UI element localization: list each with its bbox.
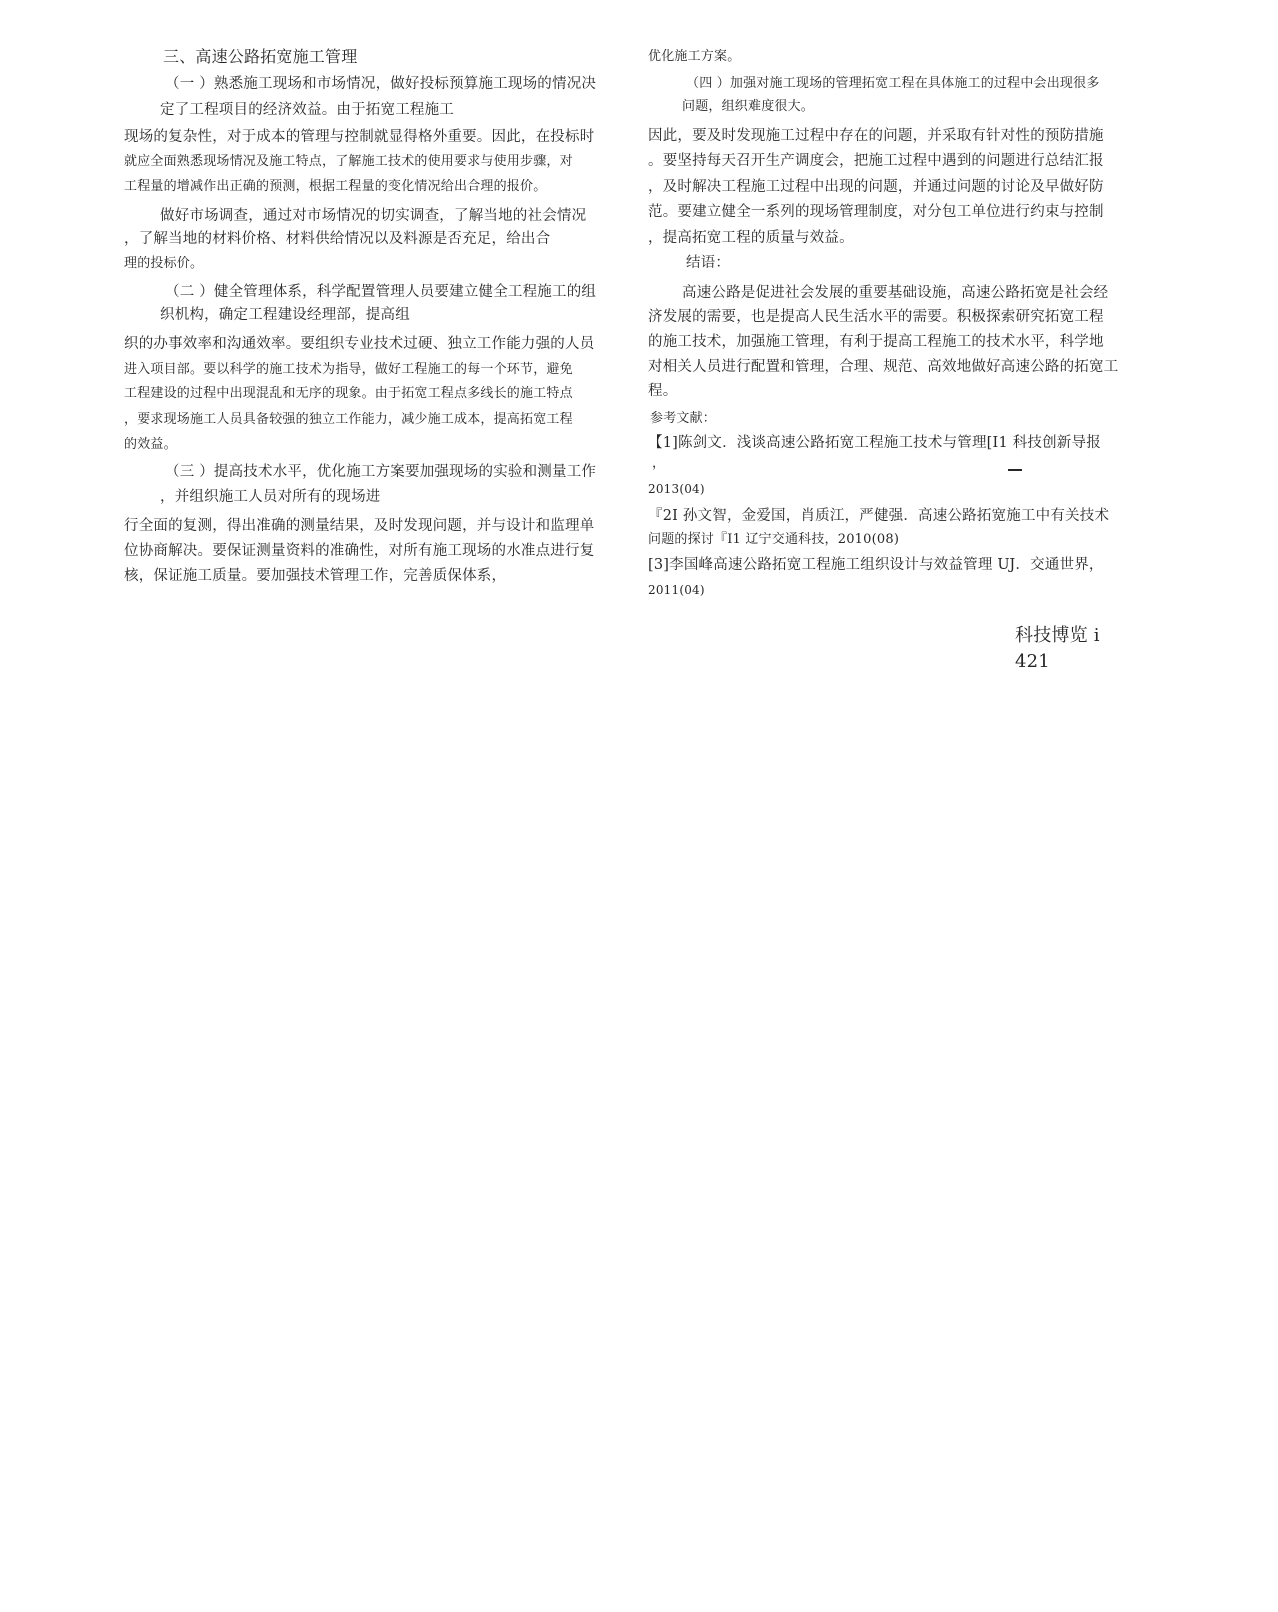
journal-name: 科技博览 i xyxy=(1015,625,1100,646)
text-line: 对相关人员进行配置和管理，合理、规范、高效地做好高速公路的拓宽工 xyxy=(648,359,1119,375)
text-line: 理的投标价。 xyxy=(124,256,204,271)
subsection-heading-2: （二 ）健全管理体系，科学配置管理人员要建立健全工程施工的组 xyxy=(165,284,597,300)
text-line: 问题，组织难度很大。 xyxy=(682,99,815,114)
reference-item: 问题的探讨『I1 辽宁交通科技，2010(08) xyxy=(648,532,900,547)
text-line: 位协商解决。要保证测量资料的准确性，对所有施工现场的水准点进行复 xyxy=(124,543,595,559)
references-heading: 参考文献： xyxy=(650,411,717,426)
text-line: 织机构，确定工程建设经理部，提高组 xyxy=(160,307,410,323)
text-line: 济发展的需要，也是提高人民生活水平的需要。积极探索研究拓宽工程 xyxy=(648,309,1104,325)
text-line: 。要坚持每天召开生产调度会，把施工过程中遇到的问题进行总结汇报 xyxy=(648,153,1104,169)
reference-item: [3]李国峰高速公路拓宽工程施工组织设计与效益管理 UJ．交通世界， xyxy=(648,557,1104,573)
reference-item: 【1]陈剑文．浅谈高速公路拓宽工程施工技术与管理[I1 科技创新导报 xyxy=(648,435,1101,451)
subsection-heading-1: （一 ）熟悉施工现场和市场情况，做好投标预算施工现场的情况决 xyxy=(165,76,597,92)
reference-item: 『2I 孙文智，金爱国，肖质江，严健强．高速公路拓宽施工中有关技术 xyxy=(648,508,1110,524)
text-line: ，提高拓宽工程的质量与效益。 xyxy=(648,230,854,246)
reference-item: 2013(04) xyxy=(648,482,705,496)
text-line: 工程建设的过程中出现混乱和无序的现象。由于拓宽工程点多线长的施工特点 xyxy=(124,386,573,401)
text-line: 因此，要及时发现施工过程中存在的问题，并采取有针对性的预防措施 xyxy=(648,128,1104,144)
text-line: ，及时解决工程施工过程中出现的问题，并通过问题的讨论及早做好防 xyxy=(648,179,1104,195)
text-line: 核，保证施工质量。要加强技术管理工作，完善质保体系， xyxy=(124,568,507,584)
text-line: 行全面的复测，得出准确的测量结果，及时发现问题，并与设计和监理单 xyxy=(124,518,595,534)
reference-item: 2011(04) xyxy=(648,583,705,597)
text-line: 的施工技术，加强施工管理，有利于提高工程施工的技术水平，科学地 xyxy=(648,334,1104,350)
text-line: 范。要建立健全一系列的现场管理制度，对分包工单位进行约束与控制 xyxy=(648,204,1104,220)
text-line: 就应全面熟悉现场情况及施工特点，了解施工技术的使用要求与使用步骤，对 xyxy=(124,154,573,169)
text-line: 织的办事效率和沟通效率。要组织专业技术过硬、独立工作能力强的人员 xyxy=(124,336,595,352)
subsection-heading-4: （四 ）加强对施工现场的管理拓宽工程在具体施工的过程中会出现很多 xyxy=(686,76,1100,91)
text-line: ，要求现场施工人员具备较强的独立工作能力，减少施工成本，提高拓宽工程 xyxy=(124,412,573,427)
text-line: 做好市场调查，通过对市场情况的切实调查，了解当地的社会情况 xyxy=(160,208,587,224)
text-line: ，了解当地的材料价格、材料供给情况以及料源是否充足，给出合 xyxy=(124,231,551,247)
text-line: ，并组织施工人员对所有的现场进 xyxy=(160,489,381,505)
text-line: 程。 xyxy=(648,383,678,399)
subsection-heading-3: （三 ）提高技术水平，优化施工方案要加强现场的实验和测量工作 xyxy=(165,464,597,480)
text-line: 优化施工方案。 xyxy=(648,49,741,64)
text-line: 工程量的增减作出正确的预测，根据工程量的变化情况给出合理的报价。 xyxy=(124,179,547,194)
dash-mark xyxy=(1008,469,1022,471)
text-line: 现场的复杂性，对于成本的管理与控制就显得格外重要。因此，在投标时 xyxy=(124,129,595,145)
text-line: 高速公路是促进社会发展的重要基础设施，高速公路拓宽是社会经 xyxy=(682,285,1109,301)
page-number: 421 xyxy=(1015,651,1050,672)
reference-item: ， xyxy=(652,456,666,471)
text-line: 定了工程项目的经济效益。由于拓宽工程施工 xyxy=(160,102,454,118)
text-line: 的效益。 xyxy=(124,437,177,452)
conclusion-heading: 结语： xyxy=(686,255,731,271)
section-heading: 三、高速公路拓宽施工管理 xyxy=(163,47,358,66)
text-line: 进入项目部。要以科学的施工技术为指导，做好工程施工的每一个环节，避免 xyxy=(124,362,573,377)
